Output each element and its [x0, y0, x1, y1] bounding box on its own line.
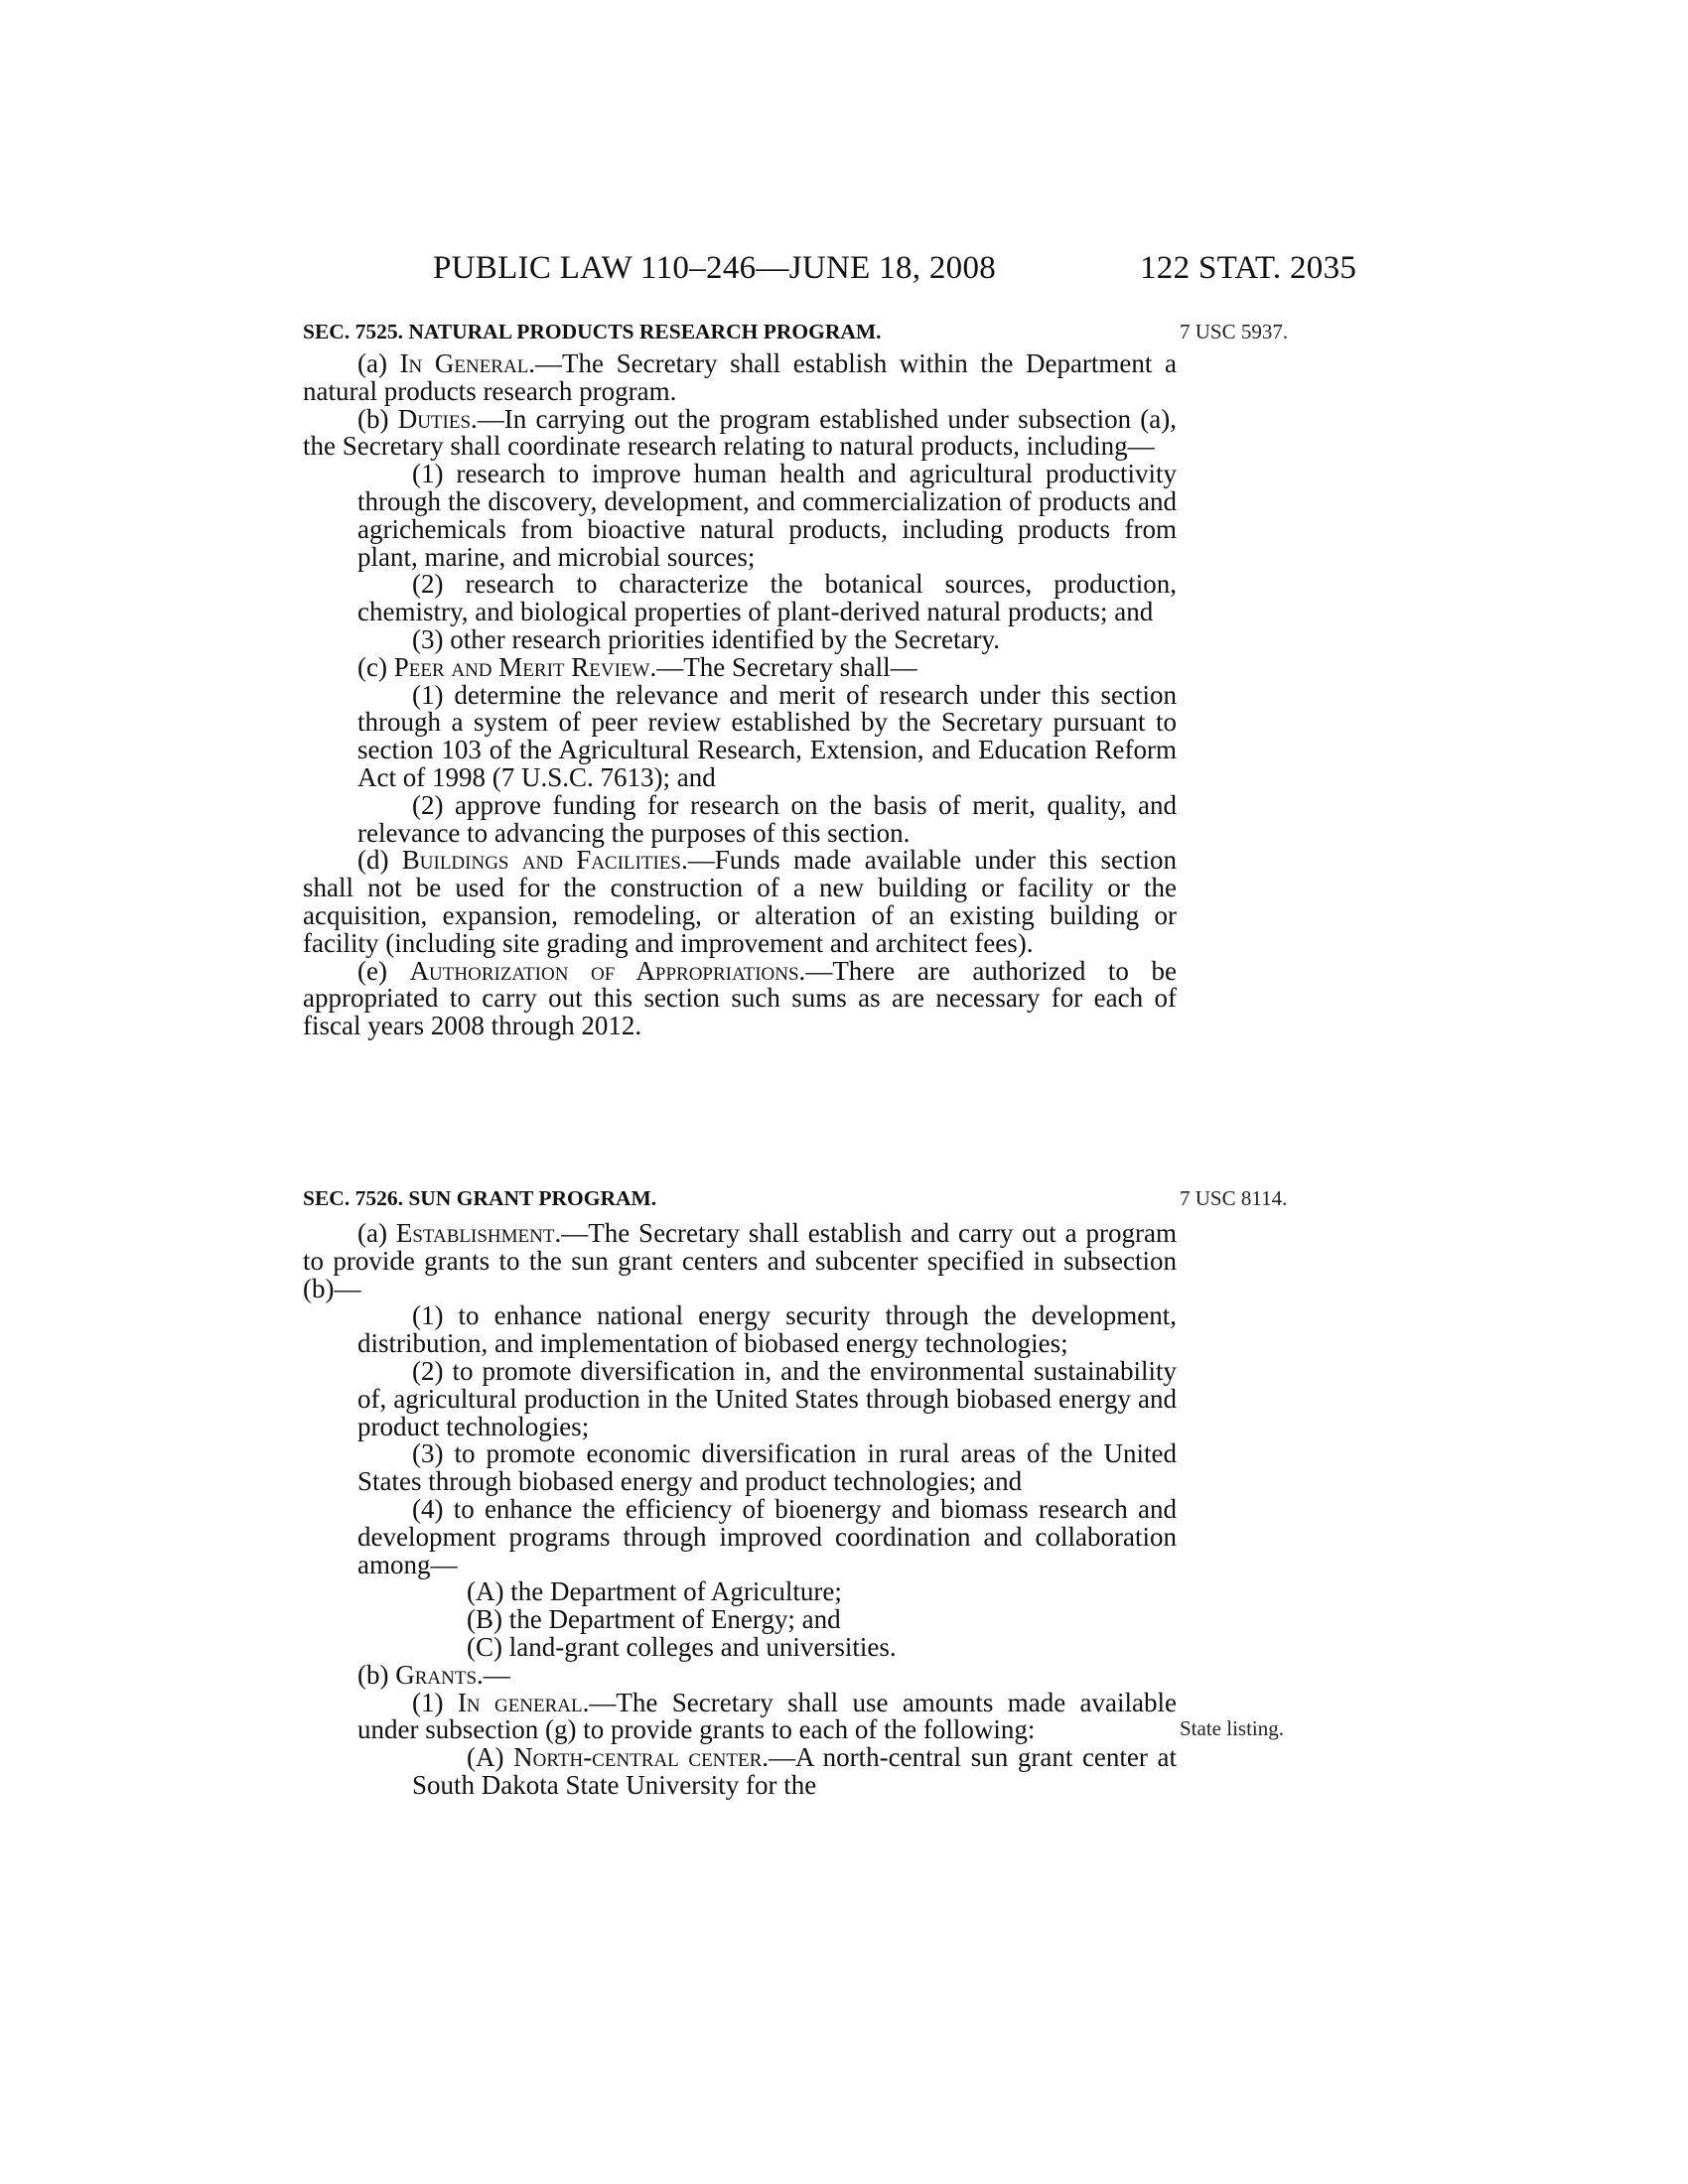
paragraph-b2: (2) research to characterize the botanical sources, production, chemistry, and biological properties of plant-derived natural products; and	[357, 569, 1177, 627]
subsection-d: (d) Buildings and Facilities.—Funds made available under this section shall not be used for the construction of a new building or facility or the acquisition, expansion, remodeling, or alteration of an existing building or facility (including site grading and improvement and architect fees).	[303, 845, 1177, 958]
paragraph-c2: (2) approve funding for research on the basis of merit, quality, and relevance to advancing the purposes of this section.	[357, 789, 1177, 848]
subsection-7526-a-heading: Establishment.	[395, 1218, 562, 1248]
subsection-7526-b-heading: Grants.	[395, 1659, 484, 1690]
margin-note-state-listing: State listing.	[1180, 1716, 1284, 1740]
paragraph-c1: (1) determine the relevance and merit of research under this section through a system of peer review established by the Secretary pursuant to section 103 of the Agricultural Research, Extension, and Education Reform Act of 1998 (7 U.S.C. 7613); and	[357, 679, 1177, 792]
subsection-c: (c) Peer and Merit Review.—The Secretary shall—	[357, 651, 917, 682]
subsection-a-heading: In General.	[399, 348, 536, 378]
subsection-d-heading: Buildings and Facilities.	[401, 845, 688, 876]
subparagraph-7526-a4B: (B) the Department of Energy; and	[467, 1604, 841, 1635]
section-7526-heading: SEC. 7526. SUN GRANT PROGRAM.	[303, 1186, 657, 1210]
subsection-b-heading: Duties.	[397, 403, 478, 434]
page-stat-number: 122 STAT. 2035	[1140, 250, 1357, 286]
section-7525-heading: SEC. 7525. NATURAL PRODUCTS RESEARCH PROGRAM.	[303, 320, 882, 343]
subsection-7526-a: (a) Establishment.—The Secretary shall establish and carry out a program to provide grants to the sun grant centers and subcenter specified in subsection (b)—	[303, 1218, 1178, 1303]
subsection-7526-b: (b) Grants.—	[357, 1659, 510, 1690]
paragraph-7526-a1: (1) to enhance national energy security through the development, distribution, and implementation of biobased energy technologies;	[357, 1300, 1177, 1359]
subparagraph-7526-b1A-heading: North-central center.	[513, 1742, 770, 1773]
section-7526-body	[303, 1220, 1177, 1800]
subsection-a: (a) In General.—The Secretary shall establish within the Department a natural products research program.	[303, 348, 1177, 406]
subsection-b: (b) Duties.—In carrying out the program established under subsection (a), the Secretary shall coordinate research relating to natural products, including—	[303, 403, 1178, 462]
margin-note-usc-8114: 7 USC 8114.	[1180, 1186, 1288, 1210]
subparagraph-7526-a4C: (C) land-grant colleges and universities.	[467, 1631, 897, 1662]
paragraph-7526-a2: (2) to promote diversification in, and the environmental sustainability of, agricultural production in the United States through biobased energy and product technologies;	[357, 1355, 1177, 1441]
margin-note-usc-5937: 7 USC 5937.	[1180, 320, 1289, 343]
subsection-e: (e) Authorization of Appropriations.—There are authorized to be appropriated to carry out this section such sums as are necessary for each of fiscal years 2008 through 2012.	[303, 955, 1178, 1041]
subsection-c-heading: Peer and Merit Review.	[393, 651, 657, 682]
subsection-e-heading: Authorization of Appropriations.	[409, 955, 806, 986]
paragraph-b3: (3) other research priorities identified by the Secretary.	[412, 623, 1000, 654]
paragraph-b1: (1) research to improve human health and agricultural productivity through the discovery, development, and commercialization of products and agrichemicals from bioactive natural products, including products from plant, marine, and microbial sources;	[357, 459, 1177, 572]
running-header-left: PUBLIC LAW 110–246—JUNE 18, 2008	[433, 250, 997, 286]
subparagraph-7526-b1A: (A) North-central center.—A north-central sun grant center at South Dakota State University for the	[412, 1742, 1178, 1800]
section-7525-body	[303, 350, 1177, 1040]
subparagraph-7526-a4A: (A) the Department of Agriculture;	[467, 1576, 842, 1607]
paragraph-7526-b1-heading: In general.	[457, 1687, 590, 1717]
paragraph-7526-b1: (1) In general.—The Secretary shall use amounts made available under subsection (g) to provide grants to each of the following:	[357, 1687, 1177, 1745]
paragraph-7526-a4: (4) to enhance the efficiency of bioenergy and biomass research and development programs through improved coordination and collaboration among—	[357, 1493, 1177, 1579]
paragraph-7526-a3: (3) to promote economic diversification in rural areas of the United States through biobased energy and product technologies; and	[357, 1438, 1177, 1497]
